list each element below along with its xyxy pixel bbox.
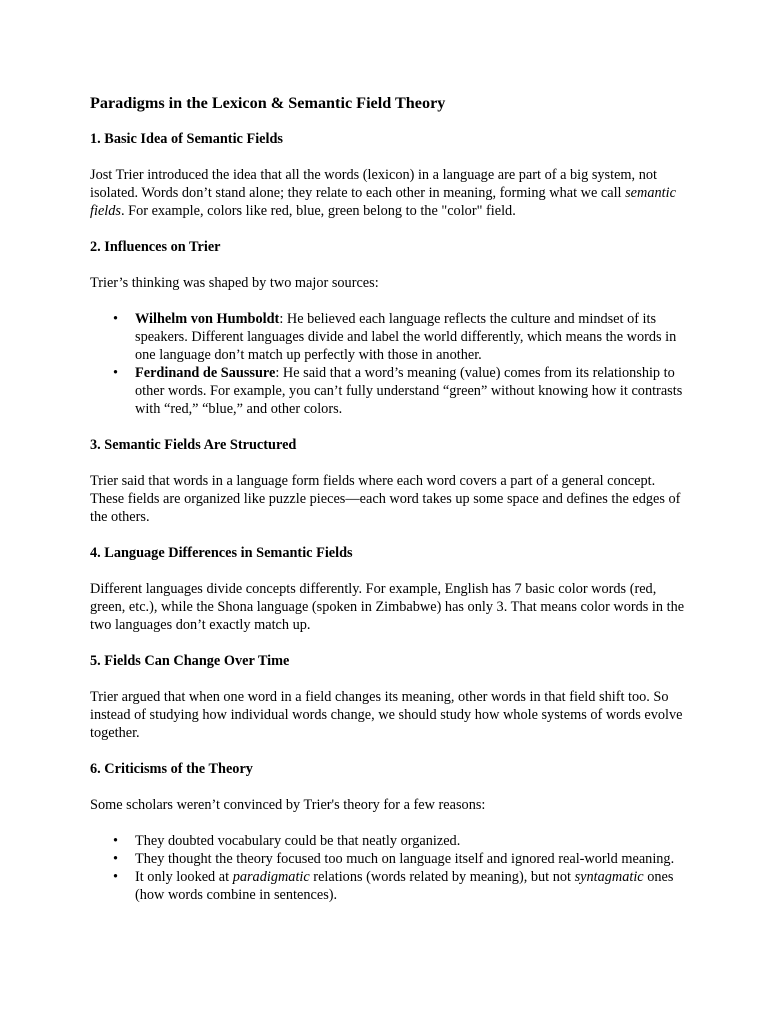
paragraph-language-differences: Different languages divide concepts differently. For example, English has 7 basic color words (red, green, etc.), while the Shona language (spoken in Zimbabwe) has only 3. That means color words in the two languages don’t exactly match up.	[90, 581, 685, 633]
influences-list	[90, 310, 690, 418]
paragraph-change-over-time: Trier argued that when one word in a field changes its meaning, other words in that field shift too. So instead of studying how individual words change, we should study how whole systems of words evolve together.	[90, 689, 683, 741]
list-item-saussure	[135, 364, 690, 418]
list-item-criticism-3	[135, 868, 690, 904]
section-heading-structured: 3. Semantic Fields Are Structured	[90, 437, 297, 453]
section-heading-change-over-time: 5. Fields Can Change Over Time	[90, 653, 290, 669]
text-run: ones (how words combine in sentences).	[135, 869, 674, 903]
name-humboldt: Wilhelm von Humboldt	[135, 311, 280, 327]
criticisms-list	[90, 832, 690, 904]
text-run: Jost Trier introduced the idea that all the words (lexicon) in a language are part of a big system, not isolated. Words don’t stand alone; they relate to each other in meaning, forming what we call	[90, 167, 657, 201]
section-heading-criticisms: 6. Criticisms of the Theory	[90, 761, 253, 777]
text-run: : He believed each language reflects the culture and mindset of its speakers. Different languages divide and label the world differently, which means the words in one language don’t match up perfectly with those in another.	[135, 311, 677, 363]
list-item-criticism-1: • They doubted vocabulary could be that neatly organized.	[135, 832, 690, 850]
emphasis-syntagmatic: syntagmatic	[574, 869, 644, 885]
emphasis-paradigmatic: paradigmatic	[232, 869, 310, 885]
document-body	[90, 93, 690, 922]
text-run: relations (words related by meaning), but not	[309, 869, 575, 885]
text-run: : He said that a word’s meaning (value) comes from its relationship to other words. For example, you can’t fully understand “green” without knowing how it contrasts with “red,” “blue,” and other colors.	[135, 365, 683, 417]
section-heading-basic-idea: 1. Basic Idea of Semantic Fields	[90, 131, 284, 147]
text-run: It only looked at	[135, 869, 233, 885]
text-run: . For example, colors like red, blue, green belong to the "color" field.	[120, 203, 516, 219]
paragraph-criticisms-intro: Some scholars weren’t convinced by Trier's theory for a few reasons:	[90, 797, 486, 813]
list-item-humboldt	[135, 310, 690, 364]
section-heading-influences: 2. Influences on Trier	[90, 239, 221, 255]
emphasis-semantic-fields: semantic fields	[90, 185, 676, 219]
page-title: Paradigms in the Lexicon & Semantic Field Theory	[90, 94, 446, 112]
paragraph-structured: Trier said that words in a language form fields where each word covers a part of a general concept. These fields are organized like puzzle pieces—each word takes up some space and defines the edges of the others.	[90, 473, 681, 525]
section-heading-language-differences: 4. Language Differences in Semantic Fields	[90, 545, 353, 561]
name-saussure: Ferdinand de Saussure	[135, 365, 276, 381]
paragraph-basic-idea	[90, 166, 690, 220]
paragraph-influences-intro: Trier’s thinking was shaped by two major sources:	[90, 275, 379, 291]
list-item-criticism-2: • They thought the theory focused too much on language itself and ignored real-world meaning.	[135, 850, 690, 868]
